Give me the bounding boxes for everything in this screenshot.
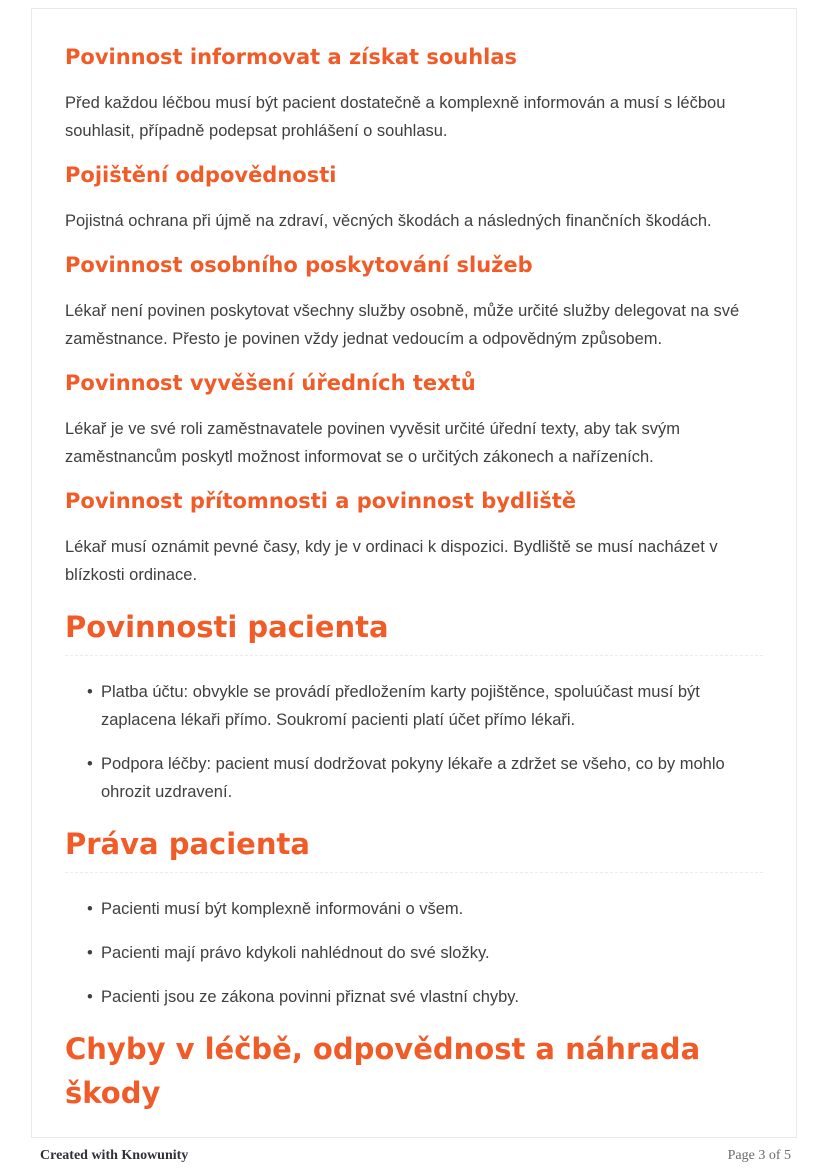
page-number-label: Page 3 of 5 (727, 1148, 791, 1163)
section-heading: Povinnost osobního poskytování služeb (65, 253, 533, 277)
section-pojisteni-odpovednosti (65, 163, 763, 235)
list-item: • Pacienti musí být komplexně informováni o všem. (87, 895, 755, 923)
section-paragraph: Před každou léčbou musí být pacient dostatečně a komplexně informován a musí s léčbou souhlasit, případně podepsat prohlášení o souhlasu. (65, 94, 726, 140)
big-section-heading: Povinnosti pacienta (65, 610, 389, 644)
section-heading: Pojištění odpovědnosti (65, 163, 337, 187)
section-vyveseni-textu (65, 371, 763, 471)
list-item: • Pacienti mají právo kdykoli nahlédnout do své složky. (87, 939, 755, 967)
section-divider (65, 655, 763, 656)
page-border-frame (31, 8, 797, 1138)
section-informovat-souhlas (65, 45, 763, 145)
rights-bullet-list (65, 895, 755, 1011)
section-paragraph: Lékař není povinen poskytovat všechny služby osobně, může určité služby delegovat na své zaměstnance. Přesto je povinen vždy jednat vedoucím a odpovědným způsobem. (65, 302, 740, 348)
section-heading: Povinnost přítomnosti a povinnost bydliště (65, 489, 577, 513)
big-section-heading: Práva pacienta (65, 827, 310, 861)
list-item: • Podpora léčby: pacient musí dodržovat pokyny lékaře a zdržet se všeho, co by mohlo ohrozit uzdravení. (87, 750, 755, 806)
section-osobni-poskytovani (65, 253, 763, 353)
section-pritomnost-bydliste (65, 489, 763, 589)
section-paragraph: Pojistná ochrana při újmě na zdraví, věcných škodách a následných finančních škodách. (65, 212, 712, 230)
section-povinnosti-pacienta (65, 605, 763, 806)
section-divider (65, 872, 763, 873)
section-heading: Povinnost informovat a získat souhlas (65, 45, 518, 69)
section-paragraph: Lékař je ve své roli zaměstnavatele povinen vyvěsit určité úřední texty, aby tak svým zaměstnancům poskytl možnost informovat se o určitých zákonech a nařízeních. (65, 420, 681, 466)
duties-bullet-list (65, 678, 755, 806)
page-footer (40, 1148, 791, 1164)
list-item: • Platba účtu: obvykle se provádí předložením karty pojištěnce, spoluúčast musí být zaplacena lékaři přímo. Soukromí pacienti platí účet přímo lékaři. (87, 678, 755, 734)
section-heading: Povinnost vyvěšení úředních textů (65, 371, 476, 395)
created-with-knowunity-label: Created with Knowunity (40, 1148, 189, 1163)
list-item: • Pacienti jsou ze zákona povinni přiznat své vlastní chyby. (87, 983, 755, 1011)
section-prava-pacienta (65, 822, 763, 1011)
section-paragraph: Lékař musí oznámit pevné časy, kdy je v ordinaci k dispozici. Bydliště se musí nacházet v blízkosti ordinace. (65, 538, 718, 584)
big-section-heading: Chyby v léčbě, odpovědnost a náhrada škody (65, 1032, 701, 1110)
section-chyby-v-lecbe (65, 1027, 763, 1115)
